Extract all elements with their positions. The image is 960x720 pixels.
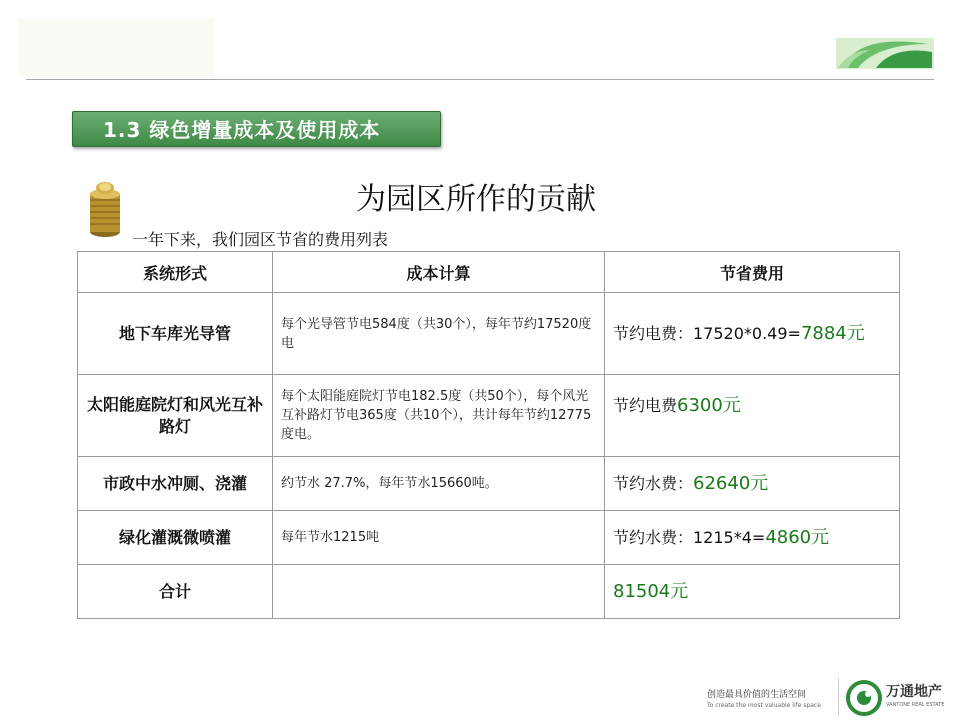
column-header-calc: 成本计算 — [273, 252, 605, 293]
table-row — [78, 375, 900, 457]
vantone-logo-icon — [846, 680, 882, 716]
section-title-banner: 1.3 绿色增量成本及使用成本 — [72, 111, 441, 147]
saving-prefix: 节约水费：1215*4= — [613, 527, 766, 547]
table-header-row — [78, 252, 900, 293]
header-divider — [26, 79, 934, 80]
column-header-saving: 节省费用 — [605, 252, 900, 293]
calc-cell: 每个光导管节电584度（共30个），每年节约17520度电 — [273, 293, 605, 375]
total-saving-value: 81504元 — [613, 580, 689, 602]
saving-cell — [605, 511, 900, 565]
slogan-english: To create the most valuable life space — [707, 702, 821, 709]
footer-slogan — [707, 687, 827, 709]
saving-value: 4860元 — [765, 526, 830, 548]
system-cell: 市政中水冲厕、浇灌 — [78, 457, 273, 511]
table-row — [78, 293, 900, 375]
calc-cell — [273, 565, 605, 619]
system-cell: 地下车库光导管 — [78, 293, 273, 375]
leaf-logo-icon — [836, 38, 934, 69]
table-row — [78, 511, 900, 565]
column-header-system: 系统形式 — [78, 252, 273, 293]
total-saving-cell — [605, 565, 900, 619]
saving-cell — [605, 457, 900, 511]
footer-brand — [886, 681, 956, 708]
saving-cell — [605, 375, 900, 457]
coins-icon — [86, 180, 124, 238]
header-placeholder-block — [18, 18, 214, 76]
saving-value: 7884元 — [800, 322, 865, 344]
calc-cell: 每个太阳能庭院灯节电182.5度（共50个），每个风光互补路灯节电365度（共10个），共计每年节约12775度电。 — [273, 375, 605, 457]
slide-title: 为园区所作的贡献 — [356, 182, 596, 217]
system-cell: 太阳能庭院灯和风光互补路灯 — [78, 375, 273, 457]
system-cell: 绿化灌溉微喷灌 — [78, 511, 273, 565]
saving-prefix: 节约电费 — [613, 396, 678, 415]
slogan-chinese: 创造最具价值的生活空间 — [707, 690, 807, 700]
footer-divider — [838, 678, 839, 716]
saving-prefix: 节约电费：17520*0.49= — [613, 323, 801, 343]
brand-name-english: VANTONE REAL ESTATE — [886, 702, 945, 708]
calc-cell: 每年节水1215吨 — [273, 511, 605, 565]
calc-cell: 约节水 27.7%，每年节水15660吨。 — [273, 457, 605, 511]
saving-value: 62640元 — [693, 472, 769, 494]
table-row — [78, 565, 900, 619]
saving-value: 6300元 — [677, 395, 741, 416]
total-label-cell: 合计 — [78, 565, 273, 619]
table-caption: 一年下来，我们园区节省的费用列表 — [132, 230, 389, 249]
table-row — [78, 457, 900, 511]
saving-prefix: 节约水费： — [613, 473, 694, 493]
brand-name-chinese: 万通地产 — [886, 684, 942, 700]
cost-savings-table — [77, 251, 900, 619]
saving-cell — [605, 293, 900, 375]
